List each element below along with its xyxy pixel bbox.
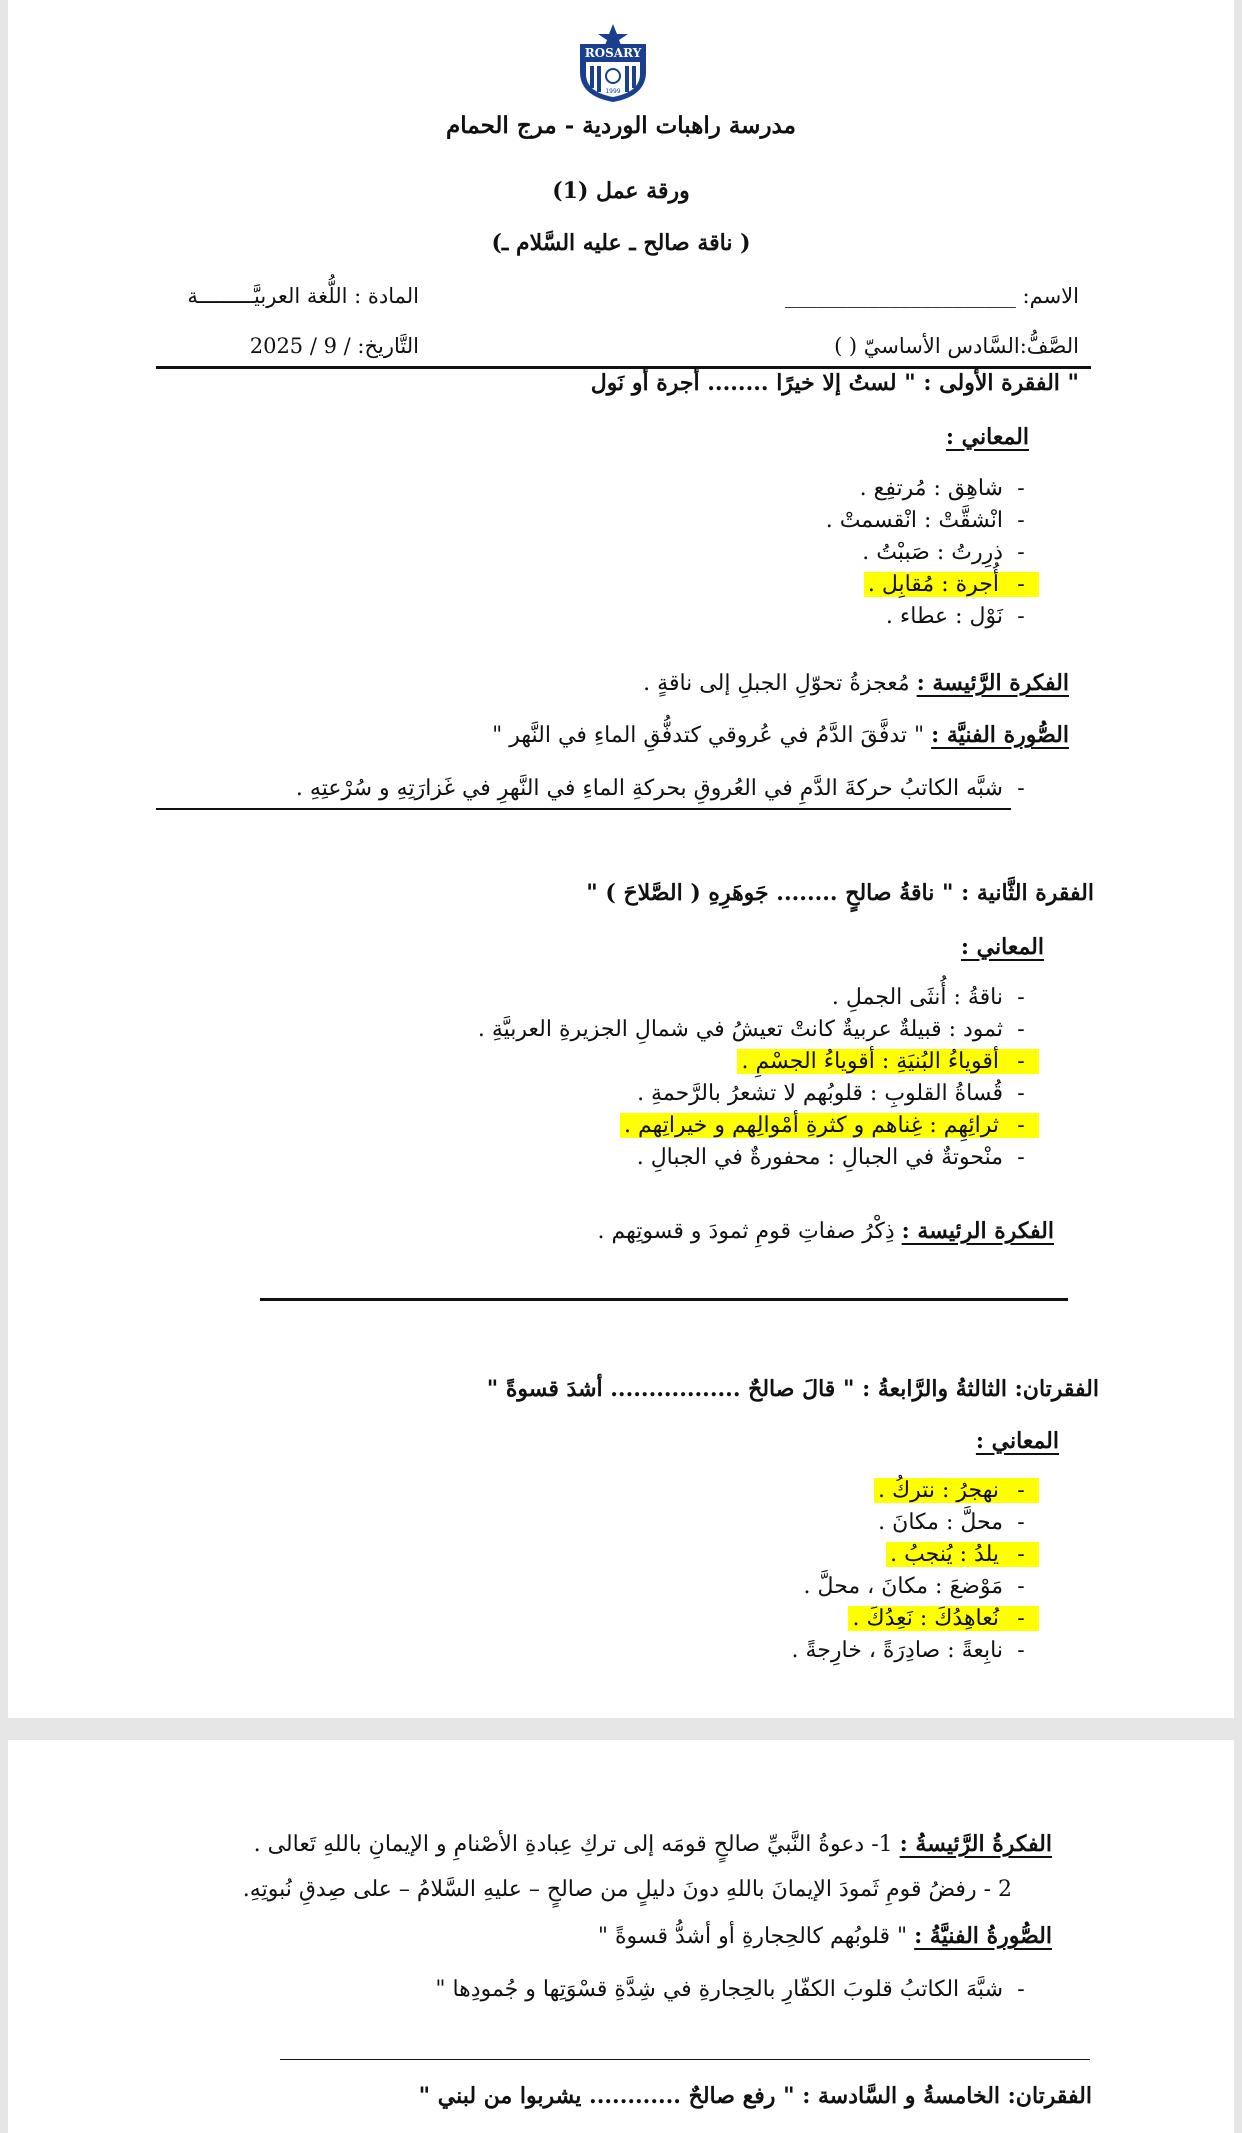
section2-divider — [260, 1298, 1068, 1301]
list-item: -مَوْضعَ : مكانَ ، محلَّ . — [803, 1574, 1025, 1599]
section4-title: الفقرتان: الخامسةُ و السَّادسة : " رفع صالحٌ ............ يشربوا من لبني " — [418, 2083, 1092, 2109]
main-idea-text: مُعجزةُ تحوّلِ الجبلِ إلى ناقةٍ . — [643, 671, 917, 696]
list-item: -نابِعةً : صادِرَةً ، خارِجةً . — [791, 1638, 1025, 1663]
image-label: الصُّورة الفنيَّة : — [931, 722, 1069, 748]
section1-image-explain: -شبَّه الكاتبُ حركةَ الدَّمِ في العُروقِ بحركةِ الماءِ في النَّهرِ في غَزارَتِهِ و سُرْعتِهِ . — [295, 776, 1025, 801]
list-item: -نُعاهِدُكَ : نَعِدُكَ . — [239, 1606, 1039, 1638]
class-field: الصَّفُّ:السَّادس الأساسيّ ( ) — [834, 334, 1079, 358]
section1-title: " الفقرة الأولى : " لستُ إلا خيرًا ........ أجرة أو نَول — [590, 370, 1079, 396]
list-item: -قُساةُ القلوبِ : قلوبُهم لا تشعرُ بالرَّحمةِ . — [637, 1081, 1025, 1106]
list-item: -ذرِرتُ : صَببْتُ . — [862, 540, 1025, 565]
sheet-title: ورقة عمل (1) — [552, 178, 690, 204]
date-field: التَّاريخ: / 9 / 2025 — [249, 334, 419, 358]
meaning-text-highlighted: نهجرُ : نتركُ . — [874, 1478, 1003, 1503]
list-item: -ثرائِهِم : غِناهم و كثرةِ أمْوالِهم و خيراتِهم . — [139, 1113, 1039, 1145]
list-item: -محلَّ : مكانَ . — [878, 1510, 1025, 1535]
school-name: مدرسة راهبات الوردية - مرج الحمام — [446, 112, 796, 139]
meaning-text-highlighted: أقوياءُ البُنيَةِ : أقوياءُ الجسْمِ . — [737, 1049, 1003, 1074]
image-label: الصُّورةُ الفنيَّةُ : — [914, 1923, 1052, 1949]
section1-meanings-list — [239, 476, 1039, 636]
image-explain-text: شبَّه الكاتبُ حركةَ الدَّمِ في العُروقِ بحركةِ الماءِ في النَّهرِ في غَزارَتِهِ و سُرْعتِهِ . — [295, 776, 1003, 801]
list-item: -نَوْل : عطاء . — [885, 604, 1025, 629]
image-explain-text: شبَّهَ الكاتبُ قلوبَ الكفّارِ بالحِجارةِ في شِدَّةِ قسْوَتِها و جُمودِها " — [435, 1977, 1003, 2002]
section3-divider — [280, 2059, 1090, 2060]
list-item: -ثمود : قبيلةٌ عربيةٌ كانتْ تعيشُ في شمالِ الجزيرةِ العربيَّةِ . — [477, 1017, 1025, 1042]
main-idea-label: الفكرة الرئيسة : — [901, 1218, 1054, 1244]
section2-title: الفقرة الثَّانية : " ناقةُ صالحٍ ........ جَوهَرِهِ ( الصَّلاحَ ) " — [586, 880, 1094, 906]
section1-image — [492, 722, 1069, 748]
meaning-text-highlighted: أُجرة : مُقابِل . — [864, 572, 1003, 597]
svg-text:ROSARY: ROSARY — [584, 46, 642, 60]
meaning-text: نابِعةً : صادِرَةً ، خارِجةً . — [791, 1638, 1003, 1663]
main-idea-text: 1- دعوةُ النَّبيِّ صالحٍ قومَه إلى تركِ عِبادةِ الأصْنامِ و الإيمانِ باللهِ تَعالى . — [253, 1832, 900, 1857]
meaning-text: مَوْضعَ : مكانَ ، محلَّ . — [803, 1574, 1003, 1599]
section2-meanings-label: المعاني : — [960, 934, 1044, 960]
section2-meanings-list — [139, 985, 1039, 1177]
section1-divider — [156, 808, 1011, 810]
main-idea-label: الفكرةُ الرَّئيسةُ : — [899, 1831, 1052, 1857]
section1-main-idea — [643, 670, 1069, 696]
section2-main-idea — [598, 1218, 1054, 1244]
section3-main-idea-2: 2 - رفضُ قومِ ثَمودَ الإيمانَ باللهِ دونَ دليلٍ من صالحٍ – عليهِ السَّلامُ – على صِدقِ نُبوتِهِ. — [242, 1877, 1012, 1902]
section3-image-explain: -شبَّهَ الكاتبُ قلوبَ الكفّارِ بالحِجارةِ في شِدَّةِ قسْوَتِها و جُمودِها " — [435, 1977, 1025, 2002]
worksheet-page-1 — [8, 0, 1234, 1718]
main-idea-label: الفكرة الرَّئيسة : — [916, 670, 1069, 696]
name-field: الاسم: ______________________ — [784, 284, 1079, 308]
meaning-text: قُساةُ القلوبِ : قلوبُهم لا تشعرُ بالرَّحمةِ . — [637, 1081, 1003, 1106]
meaning-text: ذرِرتُ : صَببْتُ . — [862, 540, 1003, 565]
image-text: " تدفَّقَ الدَّمُ في عُروقي كتدفُّقِ الماءِ في النَّهر " — [492, 723, 932, 748]
meaning-text: محلَّ : مكانَ . — [878, 1510, 1003, 1535]
svg-text:1999: 1999 — [605, 88, 621, 95]
section3-meanings-label: المعاني : — [975, 1428, 1059, 1454]
school-logo — [566, 22, 660, 104]
meaning-text: منْحوتةٌ في الجبالِ : محفورةٌ في الجبالِ . — [636, 1145, 1003, 1170]
section3-image — [598, 1923, 1052, 1949]
subject-field: المادة : اللُّغة العربيَّـــــــــة — [187, 284, 419, 308]
section1-meanings-label: المعاني : — [945, 424, 1029, 450]
list-item: -منْحوتةٌ في الجبالِ : محفورةٌ في الجبالِ . — [636, 1145, 1025, 1170]
meaning-text: انْشقَّتْ : انْقسمتْ . — [825, 508, 1003, 533]
meaning-text-highlighted: ثرائِهِم : غِناهم و كثرةِ أمْوالِهم و خيراتِهم . — [620, 1113, 1003, 1138]
list-item: -أقوياءُ البُنيَةِ : أقوياءُ الجسْمِ . — [139, 1049, 1039, 1081]
header-divider — [156, 366, 1091, 369]
list-item: -ناقةُ : أُنثَى الجملِ . — [831, 985, 1025, 1010]
list-item: -نهجرُ : نتركُ . — [239, 1478, 1039, 1510]
meaning-text: نَوْل : عطاء . — [885, 604, 1003, 629]
section3-main-idea — [254, 1831, 1052, 1857]
list-item: -أُجرة : مُقابِل . — [239, 572, 1039, 604]
meaning-text: ناقةُ : أُنثَى الجملِ . — [831, 985, 1003, 1010]
main-idea-text: ذِكْرُ صفاتِ قومِ ثمودَ و قسوتِهم . — [597, 1219, 902, 1244]
section3-title: الفقرتان: الثالثةُ والرَّابعةُ : " قالَ صالحٌ ................. أشدَ قسوةً " — [486, 1376, 1099, 1402]
lesson-title: ( ناقة صالح ـ عليه السَّلام ـ) — [491, 230, 751, 256]
meaning-text: ثمود : قبيلةٌ عربيةٌ كانتْ تعيشُ في شمالِ الجزيرةِ العربيَّةِ . — [477, 1017, 1003, 1042]
worksheet-page-2 — [8, 1740, 1234, 2133]
list-item: -يلدُ : يُنجبُ . — [239, 1542, 1039, 1574]
list-item: -انْشقَّتْ : انْقسمتْ . — [825, 508, 1025, 533]
image-text: " قلوبُهم كالحِجارةِ أو أشدُّ قسوةً " — [597, 1924, 915, 1949]
meaning-text: شاهِق : مُرتفِع . — [859, 476, 1003, 501]
meaning-text-highlighted: نُعاهِدُكَ : نَعِدُكَ . — [848, 1606, 1003, 1631]
list-item: -شاهِق : مُرتفِع . — [859, 476, 1025, 501]
meaning-text-highlighted: يلدُ : يُنجبُ . — [886, 1542, 1003, 1567]
section3-meanings-list — [239, 1478, 1039, 1670]
